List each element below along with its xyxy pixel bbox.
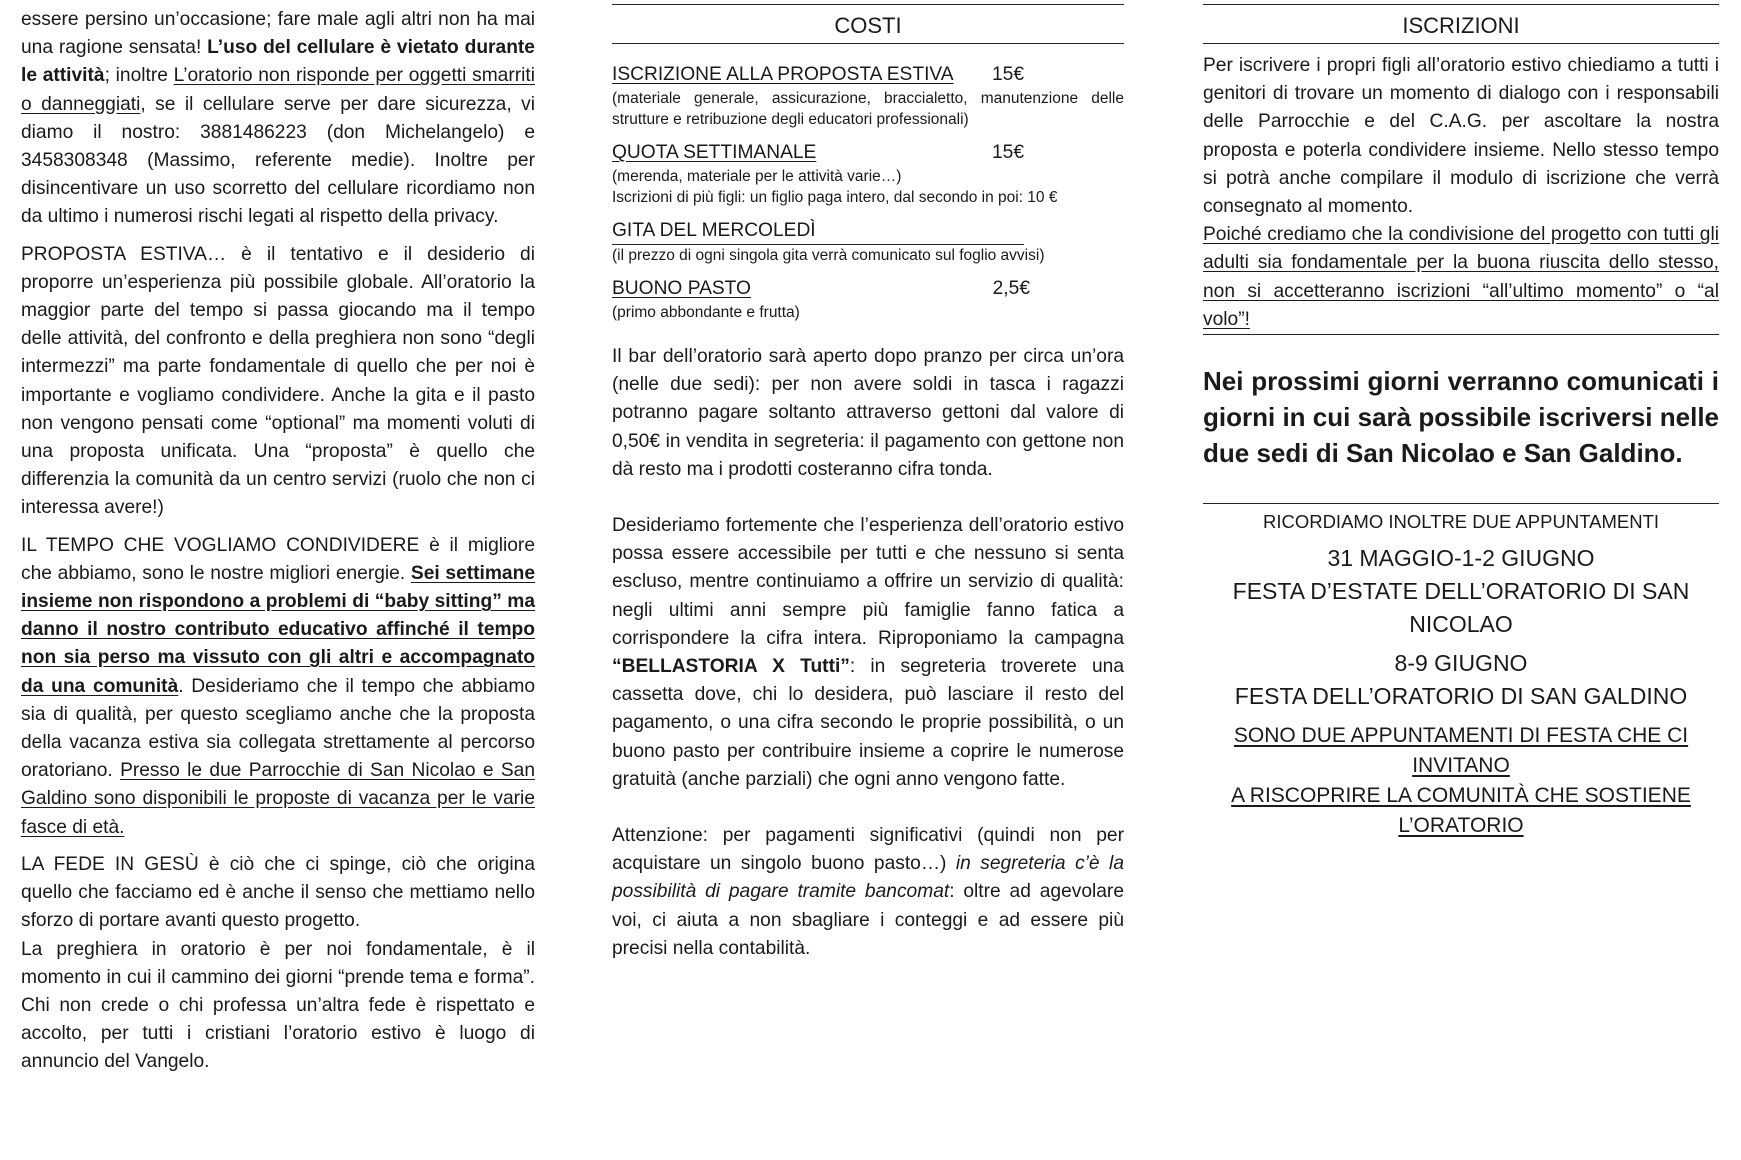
section-title-iscrizioni: ISCRIZIONI (1203, 4, 1719, 44)
appointment-1-date: 31 MAGGIO-1-2 GIUGNO (1327, 545, 1595, 572)
cost-item-buono-pasto (612, 276, 1124, 323)
text-desire-1: Desideriamo fortemente che l’esperienza dell’oratorio estivo possa essere accessibile per tutti e che nessuno si senta escluso, mentre continuiamo a offrire un servizio di qualità: negli ultimi anni sempre più famiglie fanno fatica a corrispondere la cifra intera. Riproponiamo la campagna (612, 515, 1124, 649)
appointments-closing-2: A RISCOPRIRE LA COMUNITÀ CHE SOSTIENE L’ORATORIO (1231, 784, 1691, 838)
cost-label: BUONO PASTO (612, 278, 751, 299)
appointment-2-event: FESTA DELL’ORATORIO DI SAN GALDINO (1234, 683, 1688, 710)
appointments-intro: RICORDIAMO INOLTRE DUE APPUNTAMENTI (1262, 511, 1660, 533)
paragraph-no-late: Poiché crediamo che la condivisione del progetto con tutti gli adulti sia fondamentale per la buona riuscita dello stesso, non si accetteranno iscrizioni “all’ultimo momento” o “al volo”! (1203, 221, 1719, 335)
text-connector: ; inoltre (104, 65, 174, 87)
cost-note: (materiale generale, assicurazione, braccialetto, manutenzione delle strutture e retribuzione degli educatori professionali) (612, 90, 1124, 128)
paragraph-phone-rules (21, 6, 535, 232)
text-vacanze: Presso le due Parrocchie di San Nicolao e San Galdino sono disponibili le proposte di vacanza per le varie fasce di età. (21, 760, 536, 838)
paragraph-preghiera: La preghiera in oratorio è per noi fondamentale, è il momento in cui il cammino dei giorni “prende tema e forma”. Chi non crede o chi professa un’altra fede è rispettato e accolto, per tutti i cristiani l’oratorio estivo è luogo di annuncio del Vangelo. (21, 938, 535, 1073)
cost-price: 15€ (991, 64, 1024, 85)
cost-item-iscrizione (612, 62, 1124, 130)
text-tempo-2: . Desideriamo che il tempo che abbiamo sia di qualità, per questo scegliamo anche che la proposta della vacanza estiva sia collegata strettamente al percorso oratoriano. (21, 675, 535, 782)
cost-item-settimanale (612, 140, 1124, 208)
text-campaign: “BELLASTORIA X Tutti” (612, 656, 850, 678)
heading-tempo: IL TEMPO CHE VOGLIAMO CONDIVIDERE (21, 534, 420, 556)
section-title-costi: COSTI (612, 4, 1124, 44)
cost-row (612, 62, 1024, 88)
cost-price: 15€ (991, 142, 1024, 163)
column-right (1203, 0, 1719, 841)
text-fede: è ciò che ci spinge, ciò che origina quello che facciamo ed è anche il senso che mettiamo nello sforzo di portare avanti questo progetto. (21, 853, 535, 932)
column-middle (612, 0, 1124, 972)
cost-price: 2,5€ (992, 278, 1030, 299)
text-proposta-estiva: è il tentativo e il desiderio di proporre un’esperienza più possibile globale. All’oratorio la maggior parte del tempo si passa giocando ma il tempo delle attività, del confronto e della preghiera non sono “degli intermezzi” ma parte fondamentale di quello che per noi è importante e vogliamo condividere. Anche la gita e il pasto non vengono pensati come “optional” ma momenti voluti di una proposta unificata. Una “proposta” è quello che differenzia la comunità da un centro servizi (ruolo che non ci interessa avere!) (21, 243, 535, 519)
cost-row (612, 140, 1024, 166)
cost-note: (il prezzo di ogni singola gita verrà comunicato sul foglio avvisi) (612, 247, 1045, 264)
cost-row (612, 218, 1024, 245)
cost-label: QUOTA SETTIMANALE (612, 142, 817, 163)
cost-item-gita (612, 218, 1124, 266)
appointments-closing-1: SONO DUE APPUNTAMENTI DI FESTA CHE CI INVITANO (1233, 724, 1689, 778)
paragraph-proposta-estiva (21, 241, 535, 523)
heading-fede: LA FEDE IN GESÙ (21, 853, 199, 875)
cost-row (612, 276, 1030, 302)
paragraph-attenzione (612, 822, 1124, 963)
paragraph-bar: Il bar dell’oratorio sarà aperto dopo pranzo per circa un’ora (nelle due sedi): per non avere soldi in tasca i ragazzi potranno pagare soltanto attraverso gettoni dal valore di 0,50€ in vendita in segreteria: il pagamento con gettone non dà resto ma i prodotti costeranno cifra tonda. (612, 346, 1124, 480)
cost-label: GITA DEL MERCOLEDÌ (612, 220, 816, 241)
cost-note-siblings: Iscrizioni di più figli: un figlio paga intero, dal secondo in poi: 10 € (612, 189, 1058, 206)
heading-proposta-estiva: PROPOSTA ESTIVA… (21, 243, 227, 265)
paragraph-bellastoria (612, 512, 1124, 794)
text-bancomat: in segreteria c’è la possibilità di pagare tramite bancomat (612, 853, 1124, 903)
text-desire-2: : in segreteria troverete una cassetta dove, chi lo desidera, può lasciare il resto del pagamento, o una cifra secondo le proprie possibilità, o un buono pasto per contribuire insieme a coprire le numerose gratuità (anche parziali) che ogni anno vengono fatte. (612, 656, 1124, 790)
text-att-2: : oltre ad agevolare voi, ci aiuta a non sbagliare i conteggi e ad essere più precisi nella contabilità. (612, 881, 1124, 959)
text-tempo-1: è il migliore che abbiamo, sono le nostre migliori energie. (21, 534, 535, 584)
cost-note: (primo abbondante e frutta) (612, 304, 800, 321)
text-phone-ban: L’uso del cellulare è vietato durante le attività (21, 37, 535, 87)
paragraph-iscrizioni: Per iscrivere i propri figli all’oratorio estivo chiediamo a tutti i genitori di trovare un momento di dialogo con i responsabili delle Parrocchie e del C.A.G. per ascoltare la nostra proposta e poterla condividere insieme. Nello stesso tempo si potrà anche compilare il modulo di iscrizione che verrà consegnato al momento. (1203, 55, 1719, 218)
text-intro: essere persino un’occasione; fare male agli altri non ha mai una ragione sensata! (21, 9, 535, 59)
cost-label: ISCRIZIONE ALLA PROPOSTA ESTIVA (612, 64, 954, 85)
text-sei-settimane: Sei settimane insieme non rispondono a problemi di “baby sitting” ma danno il nostro contributo educativo affinché il tempo non sia perso ma vissuto con gli altri e accompagnato da una comunità (21, 562, 535, 697)
cost-note: (merenda, materiale per le attività varie…) (612, 168, 902, 185)
column-left (21, 0, 535, 1086)
text-lost-items: L’oratorio non risponde per oggetti smarriti o danneggiati (21, 65, 535, 115)
paragraph-tempo (21, 532, 535, 842)
paragraph-fede (21, 851, 535, 936)
appointment-2-date: 8-9 GIUGNO (1394, 650, 1528, 677)
appointments-box (1203, 503, 1719, 841)
text-att-1: Attenzione: per pagamenti significativi (quindi non per acquistare un singolo buono pasto…) (612, 825, 1124, 875)
text-contacts: , se il cellulare serve per dare sicurezza, vi diamo il nostro: 3881486223 (don Michelangelo) e 3458308348 (Massimo, referente medie). Inoltre per disincentivare un uso scorretto del cellulare ricordiamo non da ultimo i numerosi rischi legati al rispetto della privacy. (21, 93, 535, 228)
announcement-dates: Nei prossimi giorni verranno comunicati i giorni in cui sarà possibile iscriversi nelle due sedi di San Nicolao e San Galdino. (1203, 366, 1719, 469)
appointment-1-event: FESTA D’ESTATE DELL’ORATORIO DI SAN NICOLAO (1232, 578, 1690, 638)
